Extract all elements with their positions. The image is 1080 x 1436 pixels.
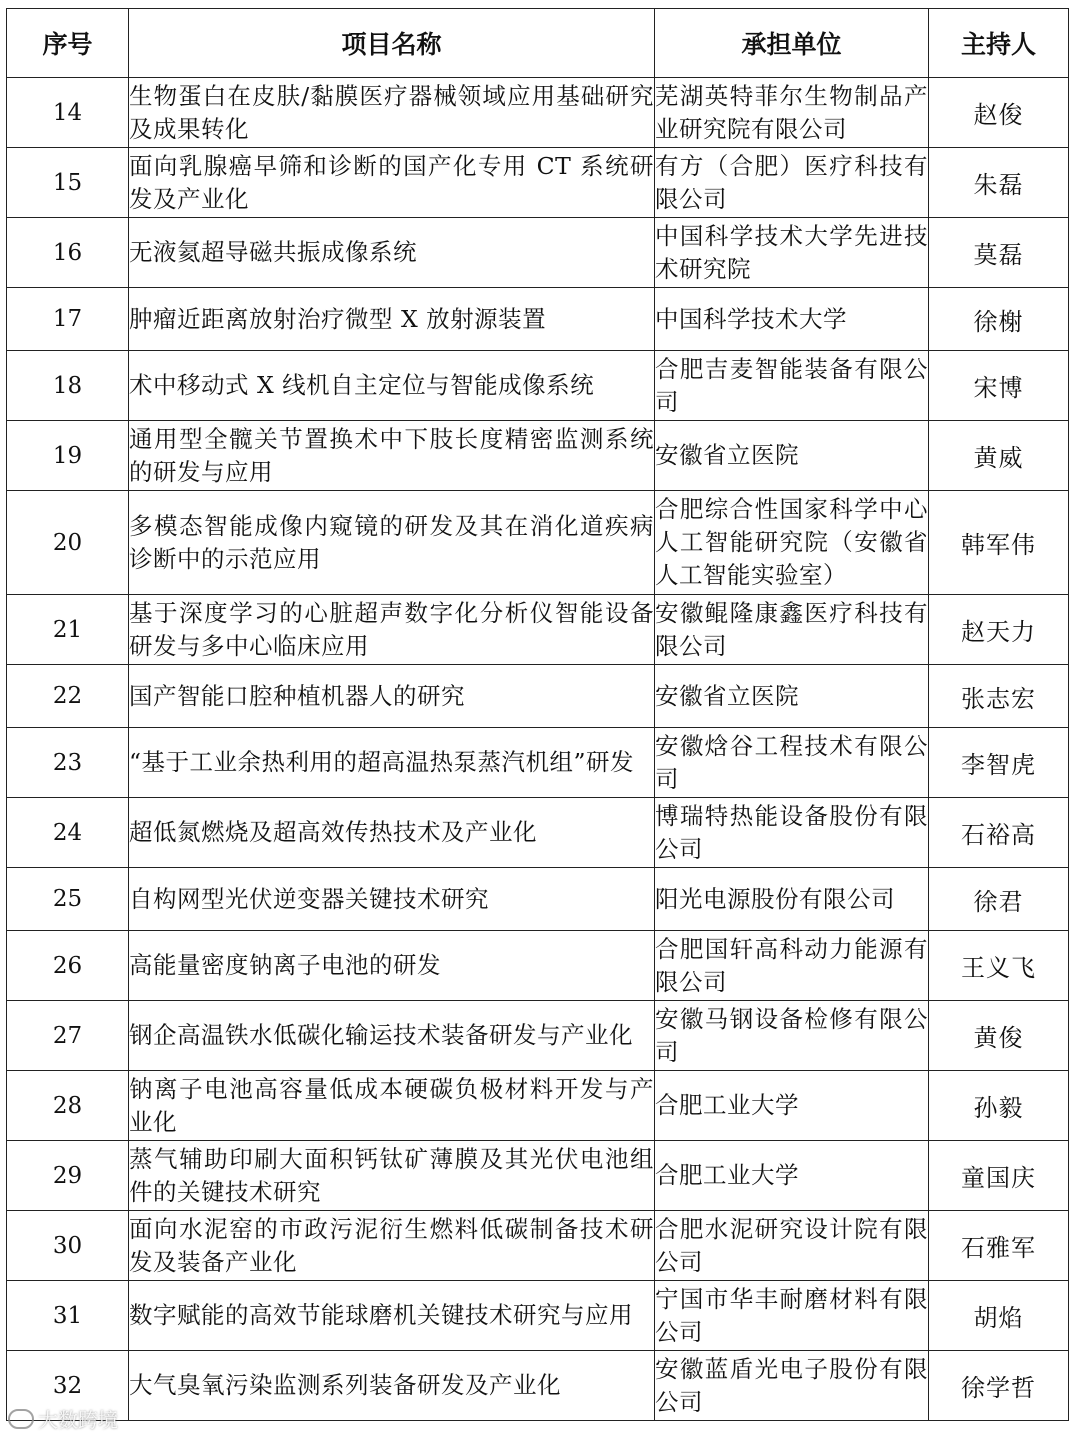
row-unit: 中国科学技术大学先进技术研究院 xyxy=(655,218,929,288)
row-host: 黄俊 xyxy=(929,1001,1069,1071)
row-host: 张志宏 xyxy=(929,665,1069,728)
row-name: 超低氮燃烧及超高效传热技术及产业化 xyxy=(129,798,655,868)
row-num: 15 xyxy=(7,148,129,218)
row-host: 孙毅 xyxy=(929,1071,1069,1141)
row-num: 18 xyxy=(7,351,129,421)
table-row xyxy=(7,148,1069,218)
row-unit: 芜湖英特菲尔生物制品产业研究院有限公司 xyxy=(655,78,929,148)
row-num: 30 xyxy=(7,1211,129,1281)
row-num: 20 xyxy=(7,491,129,595)
row-name: 数字赋能的高效节能球磨机关键技术研究与应用 xyxy=(129,1281,655,1351)
row-num: 28 xyxy=(7,1071,129,1141)
header-row xyxy=(7,9,1069,78)
row-host: 胡焰 xyxy=(929,1281,1069,1351)
watermark xyxy=(8,1404,118,1433)
header-num: 序号 xyxy=(7,9,129,78)
row-host: 赵天力 xyxy=(929,595,1069,665)
row-host: 石裕高 xyxy=(929,798,1069,868)
table-row xyxy=(7,1071,1069,1141)
row-num: 14 xyxy=(7,78,129,148)
row-name: 蒸气辅助印刷大面积钙钛矿薄膜及其光伏电池组件的关键技术研究 xyxy=(129,1141,655,1211)
project-table xyxy=(6,8,1069,1421)
row-host: 石雅军 xyxy=(929,1211,1069,1281)
row-name: 生物蛋白在皮肤/黏膜医疗器械领域应用基础研究及成果转化 xyxy=(129,78,655,148)
table-row xyxy=(7,1001,1069,1071)
row-unit: 安徽蓝盾光电子股份有限公司 xyxy=(655,1351,929,1421)
row-name: “基于工业余热利用的超高温热泵蒸汽机组”研发 xyxy=(129,728,655,798)
row-num: 29 xyxy=(7,1141,129,1211)
row-name: 高能量密度钠离子电池的研发 xyxy=(129,931,655,1001)
row-unit: 宁国市华丰耐磨材料有限公司 xyxy=(655,1281,929,1351)
row-host: 宋博 xyxy=(929,351,1069,421)
header-unit: 承担单位 xyxy=(655,9,929,78)
table-row xyxy=(7,1351,1069,1421)
row-num: 24 xyxy=(7,798,129,868)
row-num: 16 xyxy=(7,218,129,288)
row-unit: 安徽马钢设备检修有限公司 xyxy=(655,1001,929,1071)
row-unit: 合肥工业大学 xyxy=(655,1071,929,1141)
row-num: 31 xyxy=(7,1281,129,1351)
row-unit: 合肥吉麦智能装备有限公司 xyxy=(655,351,929,421)
row-name: 无液氦超导磁共振成像系统 xyxy=(129,218,655,288)
row-name: 自构网型光伏逆变器关键技术研究 xyxy=(129,868,655,931)
row-name: 通用型全髋关节置换术中下肢长度精密监测系统的研发与应用 xyxy=(129,421,655,491)
table-row xyxy=(7,491,1069,595)
row-name: 面向水泥窑的市政污泥衍生燃料低碳制备技术研发及装备产业化 xyxy=(129,1211,655,1281)
row-unit: 安徽省立医院 xyxy=(655,421,929,491)
row-name: 钠离子电池高容量低成本硬碳负极材料开发与产业化 xyxy=(129,1071,655,1141)
row-num: 19 xyxy=(7,421,129,491)
row-name: 面向乳腺癌早筛和诊断的国产化专用 CT 系统研发及产业化 xyxy=(129,148,655,218)
table-row xyxy=(7,351,1069,421)
row-num: 17 xyxy=(7,288,129,351)
row-host: 赵俊 xyxy=(929,78,1069,148)
row-name: 国产智能口腔种植机器人的研究 xyxy=(129,665,655,728)
row-num: 32 xyxy=(7,1351,129,1421)
row-unit: 中国科学技术大学 xyxy=(655,288,929,351)
table-row xyxy=(7,288,1069,351)
header-name: 项目名称 xyxy=(129,9,655,78)
row-num: 25 xyxy=(7,868,129,931)
row-host: 黄威 xyxy=(929,421,1069,491)
row-host: 徐君 xyxy=(929,868,1069,931)
row-host: 韩军伟 xyxy=(929,491,1069,595)
row-unit: 博瑞特热能设备股份有限公司 xyxy=(655,798,929,868)
table-row xyxy=(7,218,1069,288)
row-unit: 合肥综合性国家科学中心人工智能研究院（安徽省人工智能实验室） xyxy=(655,491,929,595)
table-row xyxy=(7,868,1069,931)
row-name: 术中移动式 X 线机自主定位与智能成像系统 xyxy=(129,351,655,421)
row-unit: 安徽省立医院 xyxy=(655,665,929,728)
table-row xyxy=(7,1141,1069,1211)
watermark-text: 大数跨境 xyxy=(38,1408,118,1432)
table-row xyxy=(7,595,1069,665)
row-name: 多模态智能成像内窥镜的研发及其在消化道疾病诊断中的示范应用 xyxy=(129,491,655,595)
row-name: 基于深度学习的心脏超声数字化分析仪智能设备研发与多中心临床应用 xyxy=(129,595,655,665)
table-row xyxy=(7,728,1069,798)
table-row xyxy=(7,421,1069,491)
table-row xyxy=(7,665,1069,728)
row-unit: 阳光电源股份有限公司 xyxy=(655,868,929,931)
row-num: 27 xyxy=(7,1001,129,1071)
row-unit: 安徽焓谷工程技术有限公司 xyxy=(655,728,929,798)
row-num: 21 xyxy=(7,595,129,665)
row-host: 童国庆 xyxy=(929,1141,1069,1211)
row-host: 王义飞 xyxy=(929,931,1069,1001)
table-row xyxy=(7,78,1069,148)
row-unit: 合肥工业大学 xyxy=(655,1141,929,1211)
row-num: 22 xyxy=(7,665,129,728)
row-unit: 安徽鲲隆康鑫医疗科技有限公司 xyxy=(655,595,929,665)
row-name: 钢企高温铁水低碳化输运技术装备研发与产业化 xyxy=(129,1001,655,1071)
row-host: 徐榭 xyxy=(929,288,1069,351)
row-unit: 合肥国轩高科动力能源有限公司 xyxy=(655,931,929,1001)
row-unit: 有方（合肥）医疗科技有限公司 xyxy=(655,148,929,218)
table-row xyxy=(7,1281,1069,1351)
row-name: 肿瘤近距离放射治疗微型 X 放射源装置 xyxy=(129,288,655,351)
row-num: 26 xyxy=(7,931,129,1001)
row-host: 李智虎 xyxy=(929,728,1069,798)
row-name: 大气臭氧污染监测系列装备研发及产业化 xyxy=(129,1351,655,1421)
table-row xyxy=(7,798,1069,868)
chat-bubble-icon xyxy=(8,1409,34,1429)
row-host: 莫磊 xyxy=(929,218,1069,288)
row-host: 朱磊 xyxy=(929,148,1069,218)
row-num: 23 xyxy=(7,728,129,798)
table-row xyxy=(7,1211,1069,1281)
header-host: 主持人 xyxy=(929,9,1069,78)
row-host: 徐学哲 xyxy=(929,1351,1069,1421)
row-unit: 合肥水泥研究设计院有限公司 xyxy=(655,1211,929,1281)
table-row xyxy=(7,931,1069,1001)
